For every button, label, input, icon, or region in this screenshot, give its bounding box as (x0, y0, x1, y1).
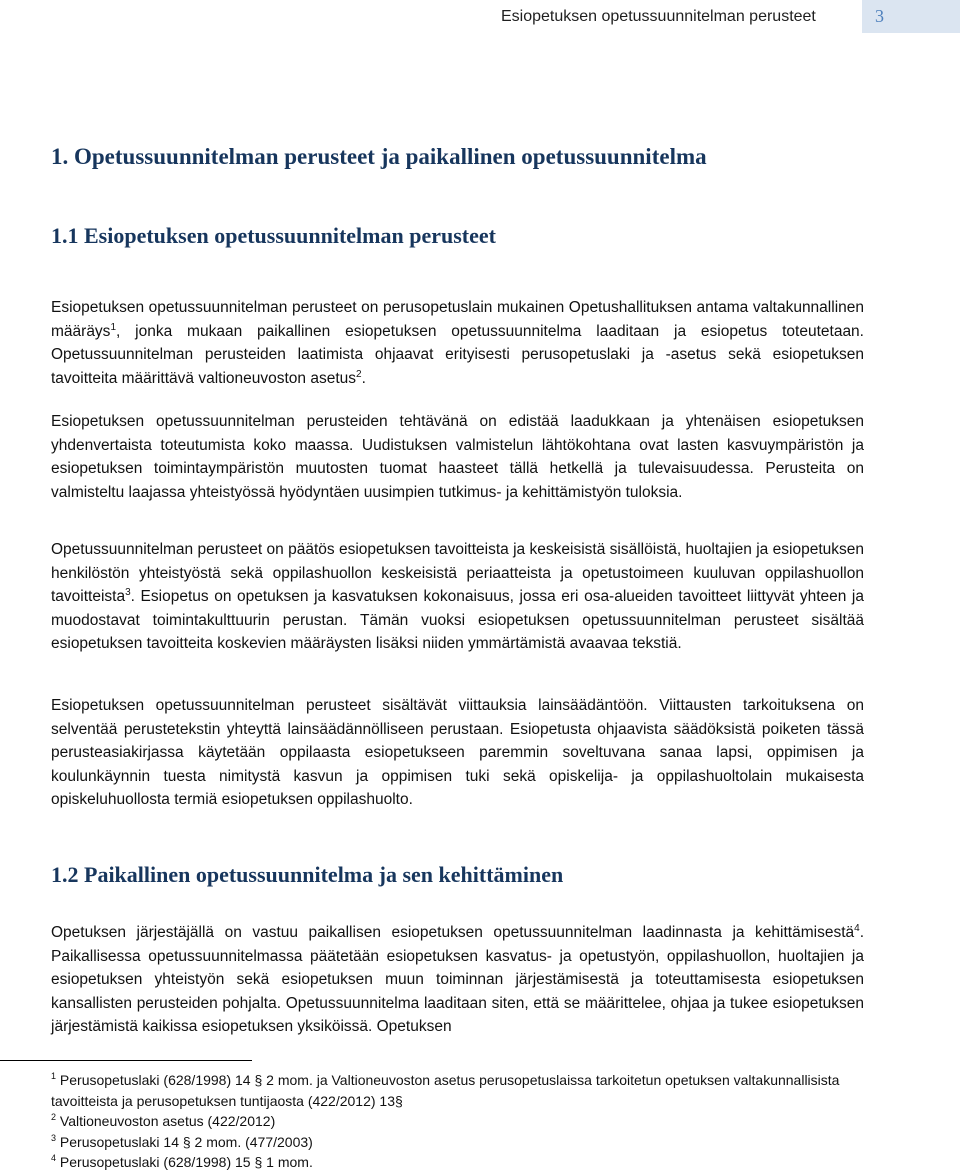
footnote-number: 3 (51, 1132, 57, 1143)
paragraph-1-text-c: . (361, 369, 366, 387)
paragraph-5-text-a: Opetuksen järjestäjällä on vastuu paikallisen esiopetuksen opetussuunnitelman laadinnasta ja kehittämisestä (51, 924, 855, 941)
paragraph-5 (51, 921, 864, 1039)
paragraph-3-text-b: . Esiopetus on opetuksen ja kasvatuksen kokonaisuus, jossa eri osa-alueiden tavoitteet liittyvät yhteen ja muodostavat toimintakulttuurin perustan. Tämän vuoksi esiopetuksen opetussuunnitelman perusteet sisältää esiopetuksen tavoitteita koskevien määräysten lisäksi niiden ymmärtämistä avaavaa tekstiä. (51, 588, 864, 652)
footnote-4 (51, 1152, 864, 1173)
footnote-number: 2 (51, 1112, 57, 1122)
footnote-ref-4: 4 (854, 923, 860, 934)
footnote-number: 1 (51, 1071, 57, 1081)
footnotes (51, 1070, 864, 1173)
footnote-ref-2: 2 (356, 368, 362, 380)
footnote-text: Perusopetuslaki 14 § 2 mom. (477/2003) (59, 1133, 313, 1150)
page-number-badge: 3 (862, 0, 960, 33)
paragraph-2: Esiopetuksen opetussuunnitelman perusteiden tehtävänä on edistää laadukkaan ja yhtenäisen esiopetuksen yhdenvertaista toteutumista koko maassa. Uudistuksen valmistelun lähtökohtana ovat lasten kasvuympäristön ja esiopetuksen toimintaympäristön muutosten tuomat haasteet tällä hetkellä ja tulevaisuudessa. Perusteita on valmisteltu laajassa yhteistyössä hyödyntäen uusimpien tutkimus- ja kehittämistyön tuloksia. (51, 413, 864, 501)
paragraph-5-text-b: . Paikallisessa opetussuunnitelmassa päätetään esiopetuksen kasvatus- ja opetustyön, oppilashuollon, huoltajien ja esiopetuksen yhteistyön sekä esiopetuksen muun toiminnan järjestämisestä ja toteuttamisesta esiopetuksen kansallisten perusteiden pohjalta. Opetussuunnitelma laaditaan siten, että se määrittelee, ohjaa ja tukee esiopetuksen järjestämistä kaikissa esiopetuksen yksiköissä. Opetuksen (51, 924, 864, 1035)
paragraph-4: Esiopetuksen opetussuunnitelman perusteet sisältävät viittauksia lainsäädäntöön. Viittausten tarkoituksena on selventää perustetekstin yhteyttä lainsäädännölliseen perustaan. Esiopetusta ohjaavista säädöksistä poiketen tässä perusteasiakirjassa käytetään oppilaasta esiopetukseen paremmin soveltuvana sanaa lapsi, oppimisen ja koulunkäynnin tuesta nimitystä kasvun ja oppimisen tuki sekä opiskelija- ja oppilashuoltolain mukaisesta opiskeluhuollosta termiä esiopetuksen oppilashuolto. (51, 697, 864, 808)
paragraph-1 (51, 296, 864, 390)
running-header-title: Esiopetuksen opetussuunnitelman perusteet (501, 8, 816, 25)
footnote-3 (51, 1132, 864, 1153)
footnote-separator (0, 1060, 252, 1061)
footnote-text: Perusopetuslaki (628/1998) 14 § 2 mom. ja Valtioneuvoston asetus perusopetuslaissa tarkoitetun opetuksen valtakunnallisista tavoitteista ja perusopetuksen tuntijaosta (422/2012) 13§ (51, 1072, 840, 1109)
section-heading-1-2: 1.2 Paikallinen opetussuunnitelma ja sen kehittäminen (51, 862, 564, 887)
paragraph-1-text-a: Esiopetuksen opetussuunnitelman perusteet on perusopetuslain mukainen Opetushallituksen antama valtakunnallinen määräys (51, 299, 864, 340)
footnote-text: Perusopetuslaki (628/1998) 15 § 1 mom. (59, 1154, 313, 1170)
paragraph-3 (51, 538, 864, 656)
footnote-number: 4 (51, 1153, 57, 1163)
section-heading-1-1: 1.1 Esiopetuksen opetussuunnitelman perusteet (51, 223, 496, 248)
footnote-ref-1: 1 (110, 321, 116, 333)
footnote-text: Valtioneuvoston asetus (422/2012) (59, 1113, 276, 1129)
footnote-ref-3: 3 (125, 587, 131, 598)
paragraph-1-text-b: , jonka mukaan paikallinen esiopetuksen opetussuunnitelma laaditaan ja esiopetus toteutetaan. Opetussuunnitelman perusteiden laatimista ohjaavat erityisesti perusopetuslaki ja -asetus sekä esiopetuksen tavoitteita määrittävä valtioneuvoston asetus (51, 322, 864, 387)
footnote-2 (51, 1111, 864, 1132)
paragraph-3-text-a: Opetussuunnitelman perusteet on päätös esiopetuksen tavoitteista ja keskeisistä sisällöistä, huoltajien ja esiopetuksen henkilöstön yhteistyöstä sekä oppilashuollon keskeisistä periaatteista ja opetustoimeen kuuluvan oppilashuollon tavoitteista (51, 541, 864, 605)
chapter-heading: 1. Opetussuunnitelman perusteet ja paikallinen opetussuunnitelma (51, 144, 707, 169)
footnote-1 (51, 1070, 864, 1111)
